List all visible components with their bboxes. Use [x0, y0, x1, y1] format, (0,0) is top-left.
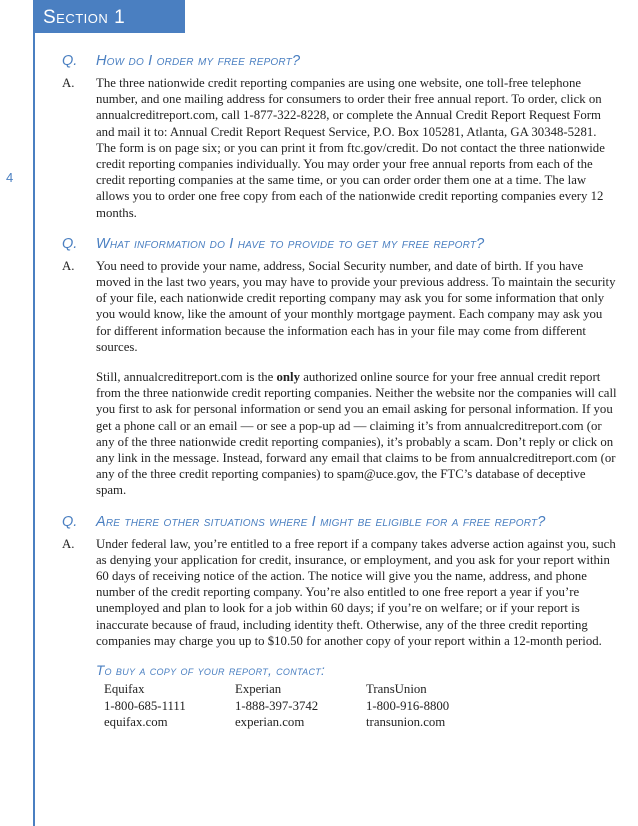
bureau-list: [104, 681, 618, 731]
answer: [62, 75, 618, 221]
bureau-name: Experian: [235, 682, 282, 697]
section-tab: Section 1: [33, 0, 185, 33]
answer-label: A.: [62, 76, 75, 90]
main-content: [62, 52, 618, 731]
question-text: Are there other situations where I might be eligible for a free report?: [96, 513, 546, 530]
qa-order-report: [62, 52, 618, 221]
bureau-transunion: [366, 681, 497, 731]
bureau-equifax: [104, 681, 235, 731]
question: [62, 52, 618, 71]
answer: [62, 258, 618, 499]
page-number: 4: [6, 170, 14, 185]
bureau-phone: 1-800-916-8800: [366, 698, 450, 713]
answer-text: The three nationwide credit reporting companies are using one website, one toll-free telephone number, and one mailing address for consumers to order their free annual report. To order, click on annualcreditreport.com, call 1-877-322-8228, or complete the Annual Credit Report Request Form and mail it to: Annual Credit Report Request Service, P.O. Box 105281, Atlanta, GA 30348-5281. The form is on page six; or you can print it from ftc.gov/credit. Do not contact the three nationwide credit reporting companies individually. You may order your free annual reports from each of the credit reporting companies at the same time, or you can order order them one at a time. The law allows you to order one free copy from each of the nationwide credit reporting companies every 12 months.: [96, 76, 605, 220]
contact-title: To buy a copy of your report, contact:: [96, 663, 326, 679]
bureau-phone: 1-888-397-3742: [235, 698, 319, 713]
question-label: Q.: [62, 513, 78, 530]
contact-section: [96, 663, 618, 731]
section-rule: [33, 0, 35, 826]
bureau-name: Equifax: [104, 682, 145, 697]
question-label: Q.: [62, 53, 78, 69]
bureau-name: TransUnion: [366, 682, 427, 697]
emphasis-only: only: [276, 370, 301, 385]
answer-label: A.: [62, 536, 75, 551]
answer-label: A.: [62, 258, 75, 273]
qa-information-required: [62, 235, 618, 499]
bureau-experian: [235, 681, 366, 731]
bureau-phone: 1-800-685-1111: [104, 698, 186, 713]
answer-text-scam-warning: Still, annualcreditreport.com is the only authorized online source for your free annual credit report from the three nationwide credit reporting companies. Neither the website nor the companies will call you first to ask for personal information or send you an email asking for personal information. If you get a phone call or an email — or see a pop-up ad — claiming it’s from annualcreditreport.com (or any of the three nationwide credit reporting companies), it’s probably a scam. Don’t reply or click on any link in the message. Instead, forward any email that claims to be from annualcreditreport.com (or any of the three credit reporting companies) to spam@uce.gov, the FTC’s database of deceptive spam.: [96, 370, 617, 498]
question: [62, 235, 618, 254]
question-text: How do I order my free report?: [96, 53, 301, 69]
question-text: What information do I have to provide to get my free report?: [96, 235, 485, 252]
bureau-website: transunion.com: [366, 715, 446, 730]
answer-text: Under federal law, you’re entitled to a free report if a company takes adverse action against you, such as denying your application for credit, insurance, or employment, and you ask for your report within 60 days of receiving notice of the action. The notice will give you the name, address, and phone number of the credit reporting company. You’re also entitled to one free report a year if you’re unemployed and plan to look for a job within 60 days; if you’re on welfare; or if your report is inaccurate because of fraud, including identity theft. Otherwise, any of the three credit reporting companies may charge you up to $10.50 for another copy of your report within a 12-month period.: [96, 536, 616, 648]
question-label: Q.: [62, 235, 78, 252]
qa-other-situations: [62, 513, 618, 649]
question: [62, 513, 618, 532]
bureau-website: equifax.com: [104, 715, 168, 730]
answer: [62, 536, 618, 649]
answer-text: You need to provide your name, address, Social Security number, and date of birth. If you have moved in the last two years, you may have to provide your previous address. To maintain the security of your file, each nationwide credit reporting company may ask you for some information that only you would know, like the amount of your monthly mortgage payment. Each company may ask you for different information because the information each has in your file may come from different sources.: [96, 258, 616, 354]
bureau-website: experian.com: [235, 715, 305, 730]
